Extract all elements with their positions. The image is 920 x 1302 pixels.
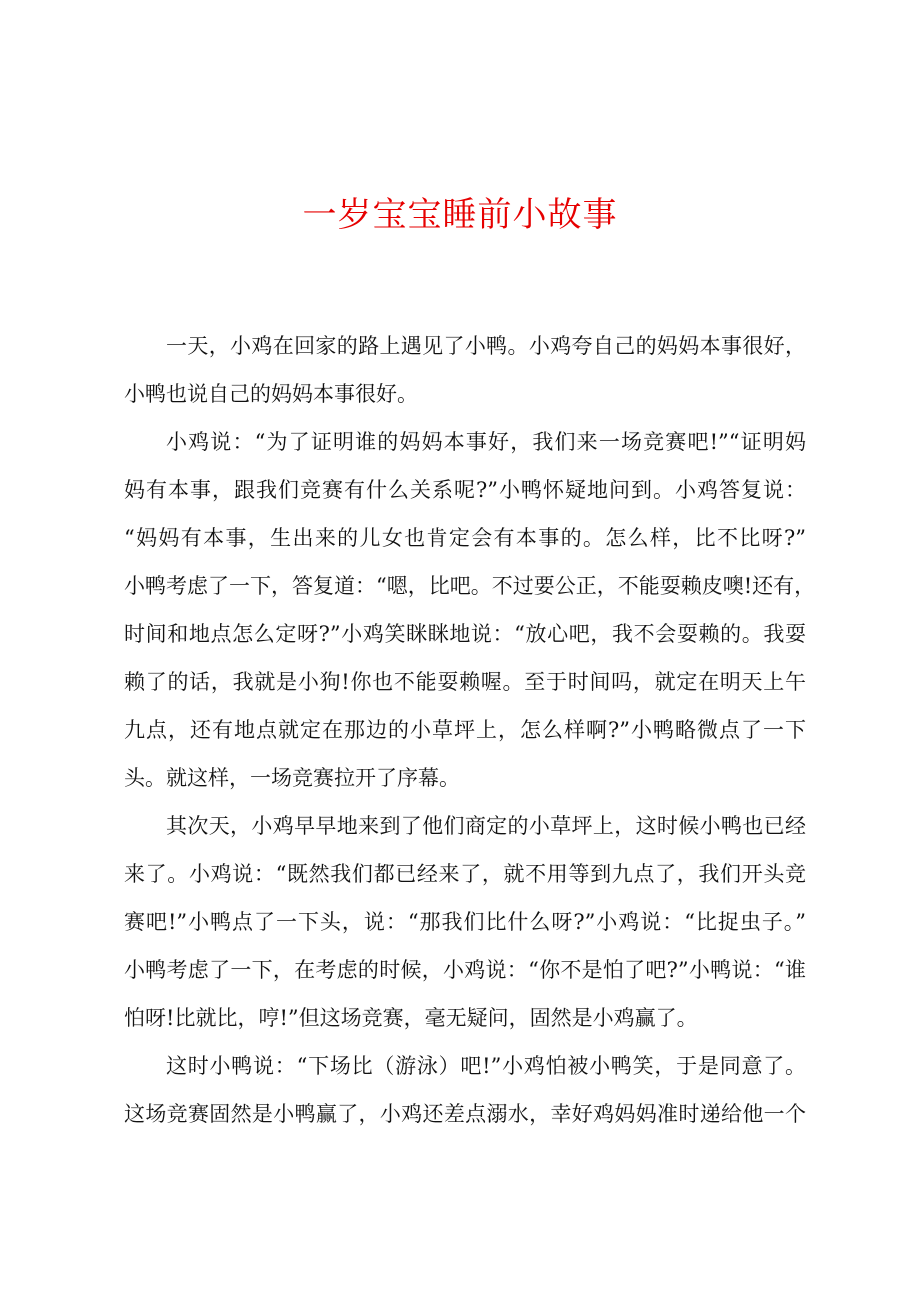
text-line: 时间和地点怎么定呀?”小鸡笑眯眯地说：“放心吧，我不会耍赖的。我耍 (124, 622, 806, 646)
text-line: 赛吧!”小鸭点了一下头，说：“那我们比什么呀?”小鸡说：“比捉虫子。” (124, 910, 806, 934)
document-title: 一岁宝宝睡前小故事 (302, 195, 618, 235)
text-line: 小鸭考虑了一下，答复道：“嗯，比吧。不过要公正，不能耍赖皮噢!还有， (124, 574, 816, 598)
text-line: 怕呀!比就比，哼!”但这场竞赛，毫无疑问，固然是小鸡赢了。 (124, 1006, 698, 1030)
paragraph (124, 322, 806, 418)
text-line: 其次天，小鸡早早地来到了他们商定的小草坪上，这时候小鸭也已经 (166, 814, 806, 838)
text-line: “妈妈有本事，生出来的儿女也肯定会有本事的。怎么样，比不比呀?” (124, 526, 806, 550)
text-line: 来了。小鸡说：“既然我们都已经来了，就不用等到九点了，我们开头竞 (124, 862, 806, 886)
text-line: 这场竞赛固然是小鸭赢了，小鸡还差点溺水，幸好鸡妈妈准时递给他一个 (124, 1102, 806, 1126)
text-line: 这时小鸭说：“下场比（游泳）吧!”小鸡怕被小鸭笑，于是同意了。 (166, 1054, 806, 1078)
paragraph (124, 418, 816, 802)
text-line: 小鸭也说自己的妈妈本事很好。 (124, 382, 418, 406)
text-line: 赖了的话，我就是小狗!你也不能耍赖喔。至于时间吗，就定在明天上午 (124, 670, 806, 694)
text-line: 头。就这样，一场竞赛拉开了序幕。 (124, 766, 460, 790)
text-line: 小鸡说：“为了证明谁的妈妈本事好，我们来一场竞赛吧!”“证明妈 (166, 430, 806, 454)
text-line: 九点，还有地点就定在那边的小草坪上，怎么样啊?”小鸭略微点了一下 (124, 718, 806, 742)
document-body (124, 322, 816, 1138)
paragraph (124, 1042, 806, 1138)
text-line: 小鸭考虑了一下，在考虑的时候，小鸡说：“你不是怕了吧?”小鸭说：“谁 (124, 958, 806, 982)
paragraph (124, 802, 806, 1042)
text-line: 妈有本事，跟我们竞赛有什么关系呢?”小鸭怀疑地问到。小鸡答复说： (124, 478, 806, 502)
text-line: 一天，小鸡在回家的路上遇见了小鸭。小鸡夸自己的妈妈本事很好， (166, 334, 806, 358)
